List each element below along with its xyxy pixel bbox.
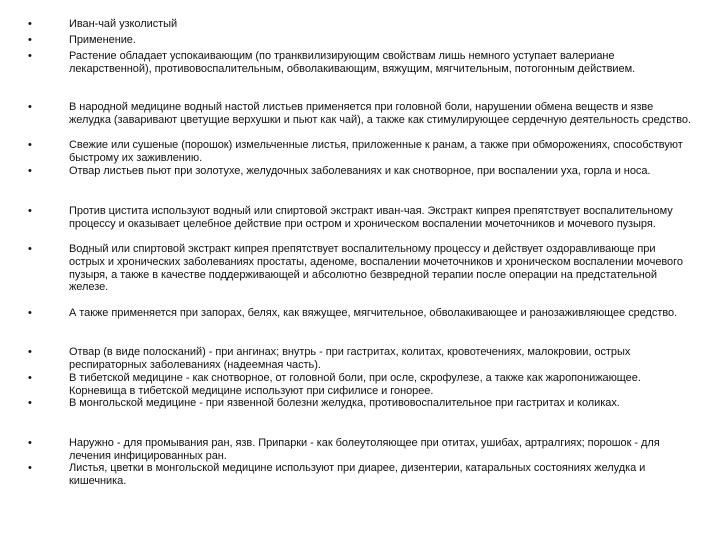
bullet: • (28, 101, 32, 113)
list-item-text: В монгольской медицине - при язвенной болезни желудка, противовоспалительное при гастритах и коликах. (69, 397, 620, 409)
list-item-text: В тибетской медицине - как снотворное, от головной боли, при осле, скрофулезе, а также как жаропонижающее. Корневища в тибетской медицине используют при сифилисе и гонорее. (69, 372, 641, 397)
bullet: • (28, 243, 32, 255)
list-item-text: Иван-чай узколистый (69, 18, 178, 30)
list-item-text: Листья, цветки в монгольской медицине используют при диарее, дизентерии, катаральных состояниях желудка и кишечника. (69, 462, 646, 487)
list-item-text: Отвар листьев пьют при золотухе, желудочных заболеваниях и как снотворное, при воспалении уха, горла и носа. (69, 165, 651, 177)
list-item-text: Водный или спиртовой экстракт кипрея препятствует воспалительному процессу и действует оздоравливающе при острых и хронических заболеваниях простаты, аденоме, воспалении мочеточников и хроническом воспалении мочевого пузыря, а также в качестве поддерживающей и абсолютно безвредной терапии после операции на предстательной железе. (69, 243, 683, 294)
bullet: • (28, 34, 32, 46)
list-item-text: Свежие или сушеные (порошок) измельченные листья, приложенные к ранам, а также при обморожениях, способствуют быстрому их заживлению. (69, 139, 683, 164)
list-item-text: Наружно - для промывания ран, язв. Припарки - как болеутоляющее при отитах, ушибах, артралгиях; порошок - для лечения инфицированных ран. (69, 437, 660, 462)
list-item-text: Отвар (в виде полосканий) - при ангинах; внутрь - при гастритах, колитах, кровотечениях, малокровии, острых респираторных заболеваниях (надеемная часть). (69, 346, 631, 371)
list-item-text: В народной медицине водный настой листьев применяется при головной боли, нарушении обмена веществ и язве желудка (заваривают цветущие верхушки и пьют как чай), а также как стимулирующее сердечную деятельность средство. (69, 101, 691, 126)
bullet: • (28, 50, 32, 62)
bullet: • (28, 437, 32, 449)
bullet: • (28, 462, 32, 474)
bullet: • (28, 372, 32, 384)
list-item-text: А также применяется при запорах, белях, как вяжущее, мягчительное, обволакивающее и ранозаживляющее средство. (69, 307, 678, 319)
bullet: • (28, 307, 32, 319)
bullet: • (28, 18, 32, 30)
list-item-text: Применение. (69, 34, 136, 46)
bullet: • (28, 165, 32, 177)
bullet: • (28, 139, 32, 151)
bullet: • (28, 205, 32, 217)
bullet: • (28, 346, 32, 358)
list-item-text: Против цистита используют водный или спиртовой экстракт иван-чая. Экстракт кипрея препятствует воспалительному процессу и оказывает целебное действие при остром и хроническом воспалении мочеточников и мочевого пузыря. (69, 205, 673, 230)
list-item-text: Растение обладает успокаивающим (по транквилизирующим свойствам лишь немного уступает валериане лекарственной), противовоспалительным, обволакивающим, вяжущим, мягчительным, потогонным действием. (69, 50, 636, 75)
bullet: • (28, 397, 32, 409)
